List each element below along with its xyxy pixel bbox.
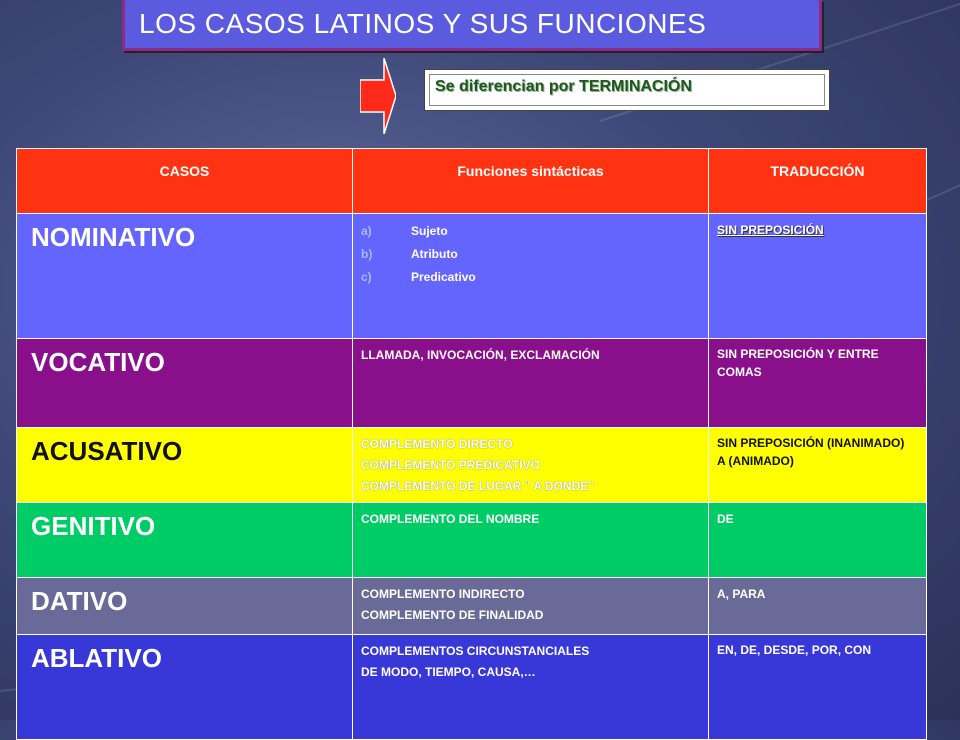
translation-cell: DE	[709, 503, 927, 578]
case-name: DATIVO	[17, 578, 353, 635]
list-item: c) Predicativo	[361, 270, 476, 284]
table-row-genitivo	[17, 503, 927, 578]
table-row-vocativo	[17, 339, 927, 428]
case-name: VOCATIVO	[17, 339, 353, 428]
translation-cell: A, PARA	[709, 578, 927, 635]
list-item: a) Sujeto	[361, 224, 448, 238]
page-title: LOS CASOS LATINOS Y SUS FUNCIONES	[139, 8, 707, 39]
translation-cell: SIN PREPOSICIÓN Y ENTRE COMAS	[709, 339, 927, 428]
right-arrow-icon	[360, 58, 396, 134]
case-name: NOMINATIVO	[17, 214, 353, 339]
functions-cell: COMPLEMENTOS CIRCUNSTANCIALES DE MODO, TIEMPO, CAUSA,…	[353, 635, 709, 740]
functions-cell	[353, 214, 709, 339]
table-row-acusativo	[17, 428, 927, 503]
functions-cell: COMPLEMENTO INDIRECTO COMPLEMENTO DE FINALIDAD	[353, 578, 709, 635]
case-name: GENITIVO	[17, 503, 353, 578]
functions-cell: COMPLEMENTO DEL NOMBRE	[353, 503, 709, 578]
table-row-nominativo	[17, 214, 927, 339]
title-box	[122, 0, 822, 51]
subtitle-box	[424, 69, 830, 111]
header-casos: CASOS	[17, 149, 353, 214]
subtitle: Se diferencian por TERMINACIÓN	[435, 78, 692, 95]
header-traduccion: TRADUCCIÓN	[709, 149, 927, 214]
header-funciones: Funciones sintácticas	[353, 149, 709, 214]
case-name: ABLATIVO	[17, 635, 353, 740]
table-row-ablativo	[17, 635, 927, 740]
list-item: b) Atributo	[361, 247, 458, 261]
table-row-dativo	[17, 578, 927, 635]
functions-cell: LLAMADA, INVOCACIÓN, EXCLAMACIÓN	[353, 339, 709, 428]
functions-cell: COMPLEMENTO DIRECTO COMPLEMENTO PREDICATIVO COMPLEMENTO DE LUGAR " A DONDE"	[353, 428, 709, 503]
table-header-row	[17, 149, 927, 214]
translation-cell: SIN PREPOSICIÓN	[709, 214, 927, 339]
translation-cell: EN, DE, DESDE, POR, CON	[709, 635, 927, 740]
cases-table	[16, 148, 927, 740]
case-name: ACUSATIVO	[17, 428, 353, 503]
translation-cell: SIN PREPOSICIÓN (INANIMADO) A (ANIMADO)	[709, 428, 927, 503]
